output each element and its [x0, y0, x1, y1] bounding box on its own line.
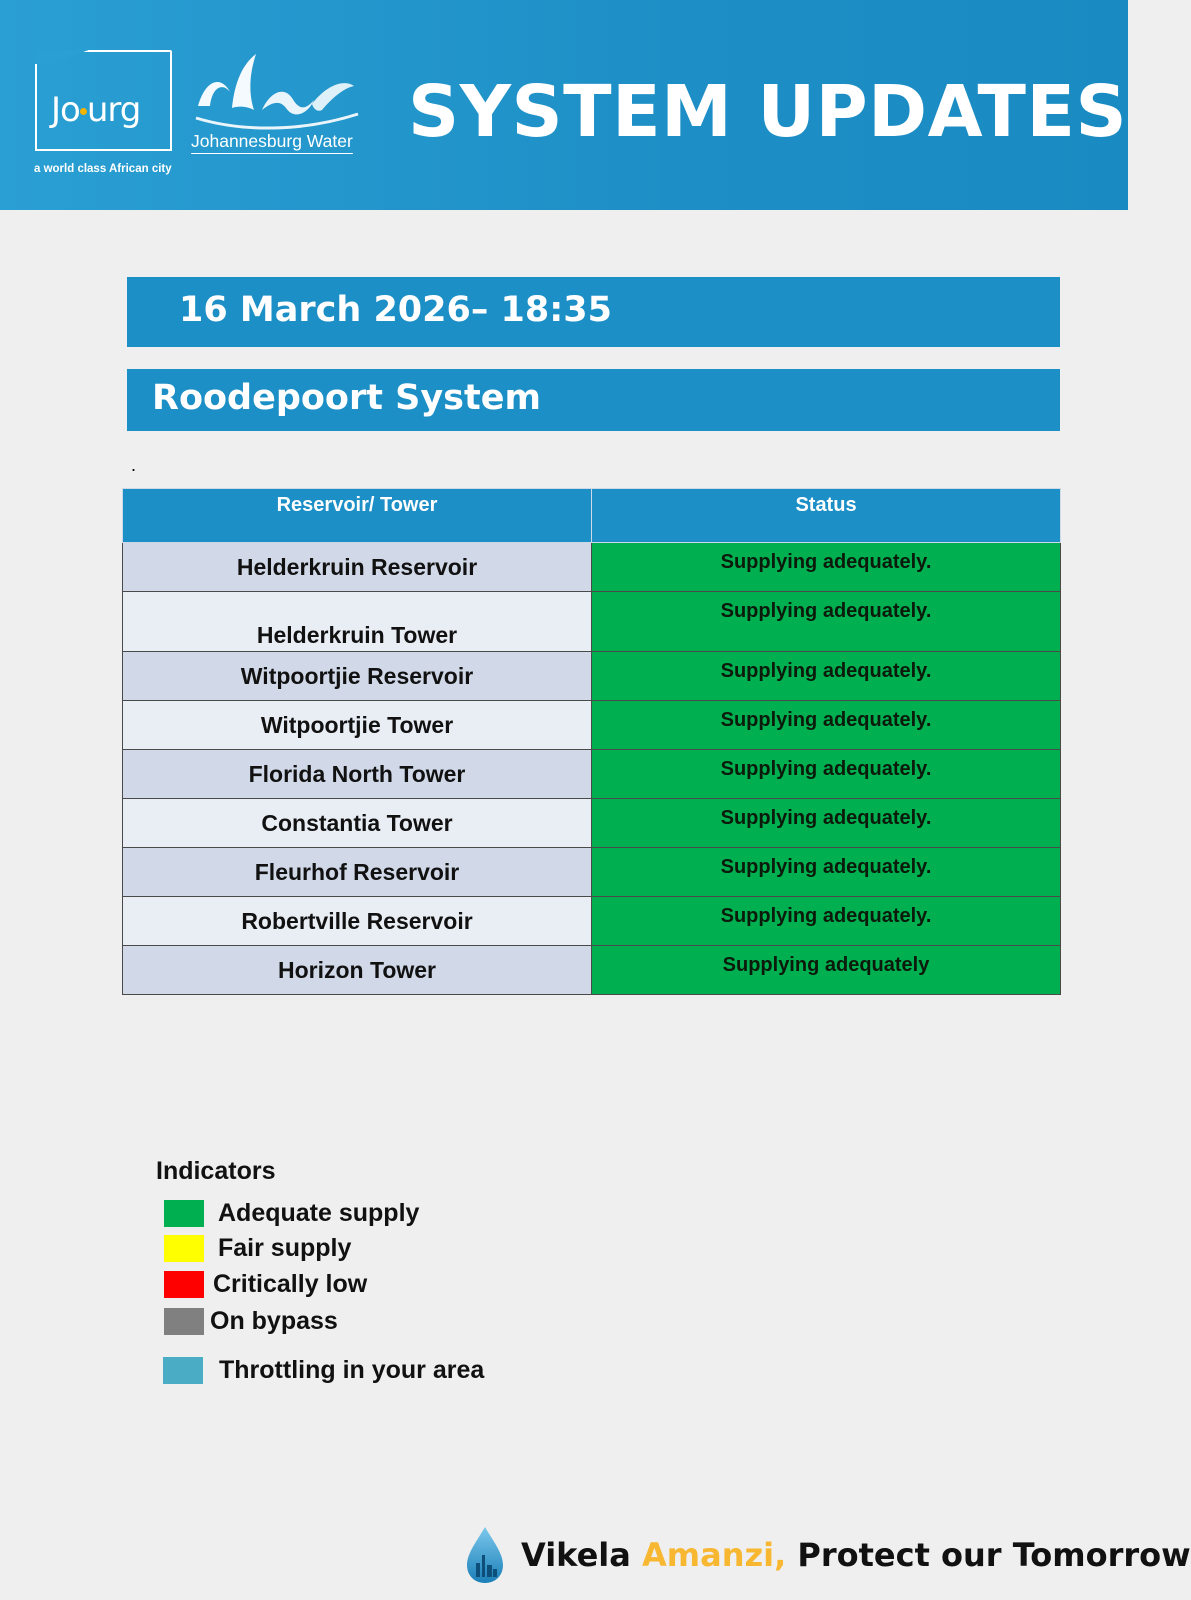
system-name: Roodepoort System	[152, 378, 541, 418]
johannesburg-water-brand: Johannesburg Water	[191, 131, 353, 154]
reservoir-name: Robertville Reservoir	[123, 897, 592, 946]
reservoir-name: Constantia Tower	[123, 799, 592, 848]
table-row	[123, 543, 1061, 592]
reservoir-name: Florida North Tower	[123, 750, 592, 799]
reservoir-name: Horizon Tower	[123, 946, 592, 995]
reservoir-name: Witpoortjie Tower	[123, 701, 592, 750]
status-cell: Supplying adequately.	[592, 592, 1061, 652]
indicator-adequate	[164, 1199, 419, 1228]
footer-slogan-text: Vikela Amanzi, Protect our Tomorrow	[521, 1536, 1191, 1574]
water-drop-city-icon	[463, 1525, 507, 1585]
status-cell: Supplying adequately.	[592, 750, 1061, 799]
status-cell: Supplying adequately	[592, 946, 1061, 995]
joburg-logo	[35, 50, 172, 151]
table-row	[123, 946, 1061, 995]
table-row	[123, 652, 1061, 701]
reservoir-status-table	[122, 488, 1061, 995]
reservoir-name: Fleurhof Reservoir	[123, 848, 592, 897]
indicator-fair	[164, 1234, 351, 1263]
column-header-reservoir: Reservoir/ Tower	[123, 489, 592, 543]
indicator-label: Adequate supply	[218, 1199, 420, 1227]
indicator-label: On bypass	[210, 1307, 338, 1335]
table-header-row	[123, 489, 1061, 543]
table-row	[123, 799, 1061, 848]
status-cell: Supplying adequately.	[592, 848, 1061, 897]
red-swatch-icon	[164, 1271, 204, 1298]
table-row	[123, 848, 1061, 897]
blue-swatch-icon	[163, 1357, 203, 1384]
date-banner	[127, 277, 1060, 347]
stray-mark: .	[131, 455, 137, 475]
update-datetime: 16 March 2026– 18:35	[179, 290, 612, 330]
table-row	[123, 592, 1061, 652]
reservoir-name: Witpoortjie Reservoir	[123, 652, 592, 701]
indicator-label: Fair supply	[218, 1234, 352, 1262]
status-cell: Supplying adequately.	[592, 897, 1061, 946]
indicator-label: Throttling in your area	[219, 1356, 485, 1384]
indicator-throttling	[163, 1356, 484, 1385]
yellow-swatch-icon	[164, 1235, 204, 1262]
joburg-tagline: a world class African city	[34, 163, 172, 175]
green-swatch-icon	[164, 1200, 204, 1227]
table-row	[123, 750, 1061, 799]
status-cell: Supplying adequately.	[592, 652, 1061, 701]
joburg-logo-word: Jo urg	[51, 90, 141, 130]
indicator-critical	[164, 1270, 367, 1299]
column-header-status: Status	[592, 489, 1061, 543]
status-cell: Supplying adequately.	[592, 799, 1061, 848]
reservoir-name: Helderkruin Tower	[123, 592, 592, 652]
header-banner	[0, 0, 1128, 210]
joburg-logo-dot-icon	[80, 108, 87, 115]
table-row	[123, 701, 1061, 750]
status-cell: Supplying adequately.	[592, 701, 1061, 750]
grey-swatch-icon	[164, 1308, 204, 1335]
indicator-bypass	[164, 1307, 338, 1336]
indicators-title: Indicators	[156, 1157, 276, 1185]
footer-slogan	[463, 1525, 1191, 1585]
table-row	[123, 897, 1061, 946]
page-title: SYSTEM UPDATES	[408, 70, 1128, 153]
system-banner	[127, 369, 1060, 431]
status-cell: Supplying adequately.	[592, 543, 1061, 592]
water-waves-logo-icon	[192, 48, 362, 132]
reservoir-name: Helderkruin Reservoir	[123, 543, 592, 592]
indicator-label: Critically low	[213, 1270, 368, 1298]
